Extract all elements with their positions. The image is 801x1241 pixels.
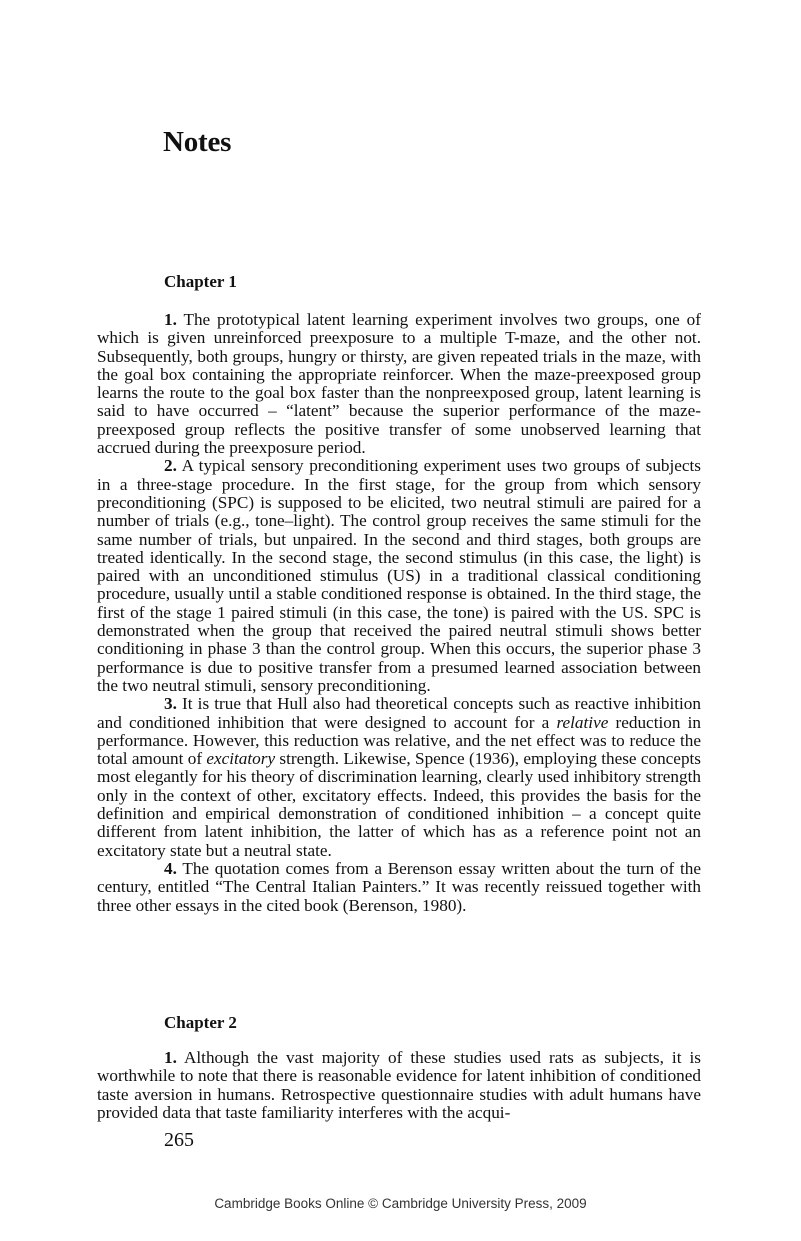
note-text: reduction in performance. However, this reduction was relative, and the net effect was to reduce the total amount of [97,712,701,769]
note-text: It is true that Hull also had theoretical concepts such as reactive inhibition and conditioned inhibition that were designed to account for a [97,694,701,732]
note-number: 4. [164,858,177,878]
note-paragraph [97,457,701,695]
note-paragraph [97,695,701,860]
chapter-1-heading: Chapter 1 [164,272,237,291]
note-text: The prototypical latent learning experiment involves two groups, one of which is given unreinforced preexposure to a multiple T-maze, and the other not. Subsequently, both groups, hungry or thirsty, are given repeated trials in the maze, with the goal box containing the appropriate reinforcer. When the maze-preexposed group learns the route to the goal box faster than the nonpreexposed group, latent learning is said to have occurred – “latent” because the superior performance of the maze-preexposed group reflects the positive transfer of some unobserved learning that accrued during the preexposure period. [97,310,701,458]
chapter-1-notes [97,311,701,915]
page-title: Notes [163,126,232,158]
note-text: strength. Likewise, Spence (1936), employing these concepts most elegantly for his theory of discrimination learning, clearly used inhibitory strength only in the context of other, excitatory effects. Indeed, this provides the basis for the definition and empirical demonstration of conditioned inhibition – a concept quite different from latent inhibition, the latter of which has as a reference point not an excitatory state but a neutral state. [97,749,701,860]
page-number: 265 [164,1129,194,1151]
note-text: A typical sensory preconditioning experiment uses two groups of subjects in a three-stage procedure. In the first stage, for the group from which sensory preconditioning (SPC) is supposed to be elicited, two neutral stimuli are paired for a number of trials (e.g., tone–light). The control group receives the same stimuli for the same number of trials, but unpaired. In the second and third stages, both groups are treated identically. In the second stage, the second stimulus (in this case, the light) is paired with an unconditioned stimulus (US) in a traditional classical conditioning procedure, usually until a stable conditioned response is obtained. In the third stage, the first of the stage 1 paired stimuli (in this case, the tone) is paired with the US. SPC is demonstrated when the group that received the paired neutral stimuli shows better conditioning in phase 3 than the control group. When this occurs, the superior phase 3 performance is due to positive transfer from a presumed learned association between the two neutral stimuli, sensory preconditioning. [97,456,701,695]
note-text: Although the vast majority of these studies used rats as subjects, it is worthwhile to note that there is reasonable evidence for latent inhibition of conditioned taste aversion in humans. Retrospective questionnaire studies with adult humans have provided data that taste familiarity interferes with the acqui- [97,1048,701,1122]
note-paragraph [97,311,701,457]
note-emphasis: relative [556,712,609,732]
note-emphasis: excitatory [206,749,276,769]
footer-copyright: Cambridge Books Online © Cambridge University Press, 2009 [214,1196,587,1211]
note-paragraph [97,860,701,915]
chapter-2-notes [97,1049,701,1122]
note-number: 1. [164,310,177,329]
note-number: 1. [164,1048,177,1067]
note-number: 3. [164,694,177,714]
note-number: 2. [164,456,177,476]
note-text: The quotation comes from a Berenson essay written about the turn of the century, entitled “The Central Italian Painters.” It was recently reissued together with three other essays in the cited book (Berenson, 1980). [97,858,701,915]
note-paragraph [97,1049,701,1122]
chapter-2-heading: Chapter 2 [164,1013,237,1032]
